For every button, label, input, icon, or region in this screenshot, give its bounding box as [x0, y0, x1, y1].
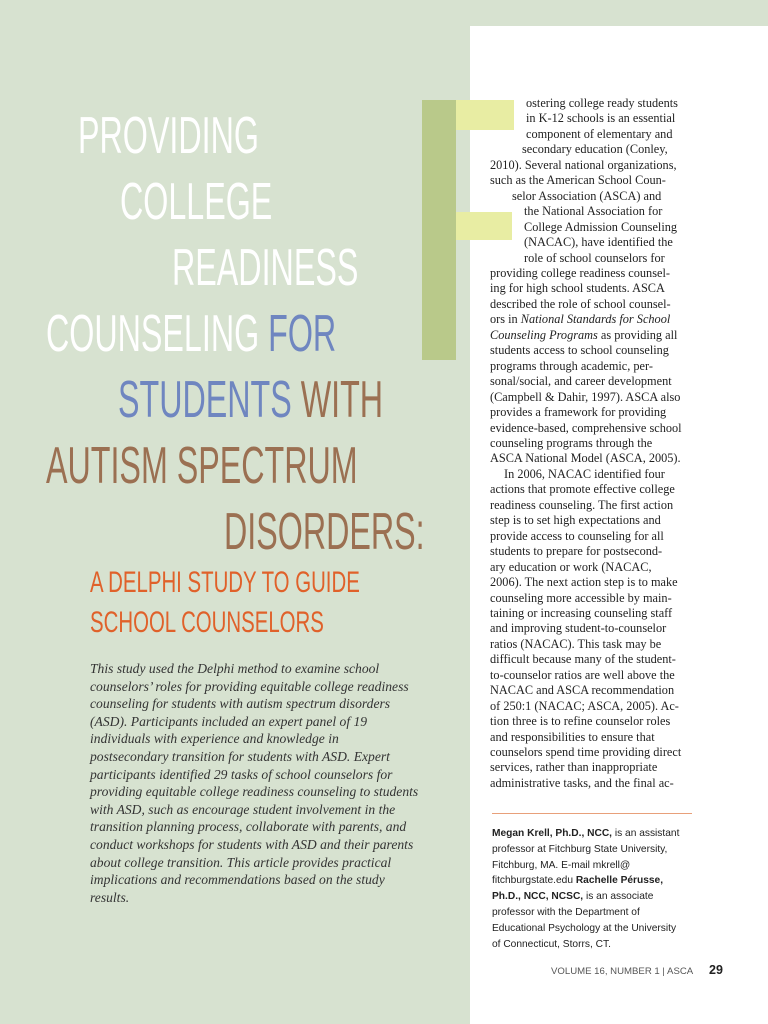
body-line: ors in National Standards for School	[490, 312, 671, 327]
body-line: and improving student-to-counselor	[490, 621, 667, 636]
body-line: students to prepare for postsecond-	[490, 544, 663, 559]
body-line: sonal/social, and career development	[490, 374, 672, 389]
body-line: ostering college ready students	[526, 96, 678, 110]
body-line: counseling programs through the	[490, 435, 653, 450]
bio-line: Ph.D., NCC, NCSC, is an associate	[492, 891, 654, 903]
title-line-4: COUNSELING FOR	[46, 305, 337, 363]
body-line: services, rather than inappropriate	[490, 760, 658, 775]
body-line: ASCA National Model (ASCA, 2005).	[490, 451, 681, 466]
body-line: component of elementary and	[526, 126, 673, 141]
title-line-3: READINESS	[172, 239, 359, 297]
body-line: in K-12 schools is an essential	[526, 111, 676, 126]
body-line: to-counselor ratios are well above the	[490, 667, 675, 682]
body-line: students access to school counseling	[490, 343, 669, 358]
body-line: tion three is to refine counselor roles	[490, 714, 671, 729]
body-line: taining or increasing counseling staff	[490, 605, 673, 620]
body-line: 2006). The next action step is to make	[490, 575, 678, 590]
body-line: providing college readiness counsel-	[490, 265, 670, 280]
body-line: selor Association (ASCA) and	[512, 188, 662, 203]
bio-line: professor with the Department of	[492, 906, 640, 918]
body-line: administrative tasks, and the final ac-	[490, 775, 674, 790]
bio-line: Educational Psychology at the University	[492, 922, 677, 934]
bio-line: Megan Krell, Ph.D., NCC, is an assistant	[492, 828, 680, 839]
body-line: actions that promote effective college	[490, 482, 675, 497]
body-line: difficult because many of the student-	[490, 652, 676, 667]
page-number: 29	[709, 963, 723, 977]
body-line: ing for high school students. ASCA	[490, 281, 665, 296]
title-line-7: DISORDERS:	[224, 503, 425, 561]
author-email[interactable]: Fitchburg, MA. E-mail mkrell@	[492, 859, 631, 871]
body-line: described the role of school counsel-	[490, 296, 671, 311]
body-line: 2010). Several national organizations,	[490, 157, 677, 172]
body-line: readiness counseling. The first action	[490, 497, 674, 512]
journal-folio: VOLUME 16, NUMBER 1 | ASCA	[551, 966, 694, 977]
body-line: ratios (NACAC). This task may be	[490, 636, 662, 651]
subtitle-line-1: A DELPHI STUDY TO GUIDE	[90, 566, 360, 599]
title-line-6: AUTISM SPECTRUM	[46, 437, 358, 495]
body-line: (NACAC), have identified the	[524, 235, 673, 250]
body-line: the National Association for	[524, 204, 663, 219]
body-line: College Admission Counseling	[524, 219, 678, 234]
abstract: This study used the Delphi method to examine school counselors’ roles for providing equitable college readiness counseling for students with autism spectrum disorders (ASD). Participants included an expert panel of 19 individuals with experience and knowledge in postsecondary transition for students with ASD. Expert participants identified 29 tasks of school counselors for providing equitable college readiness counseling to students with ASD, such as encourage student involvement in the transition planning process, collaborate with parents, and conduct workshops for students with ASD and their parents about college transition. This article provides practical implications and recommendations based on the study results.	[90, 661, 419, 905]
bio-line: of Connecticut, Storrs, CT.	[492, 938, 611, 950]
body-line: secondary education (Conley,	[522, 142, 668, 157]
body-line: such as the American School Coun-	[490, 173, 666, 188]
bio-divider	[492, 813, 692, 814]
title-line-5: STUDENTS WITH	[118, 371, 384, 429]
article-body-text	[490, 96, 694, 791]
title-line-2: COLLEGE	[120, 173, 273, 231]
body-line: of 250:1 (NACAC; ASCA, 2005). Ac-	[490, 698, 679, 713]
body-line: ary education or work (NACAC,	[490, 559, 652, 574]
bio-line	[492, 858, 702, 874]
body-line: step is to set high expectations and	[490, 513, 661, 528]
body-line: (Campbell & Dahir, 1997). ASCA also	[490, 389, 681, 404]
body-line: NACAC and ASCA recommendation	[490, 683, 675, 698]
bio-line: fitchburgstate.edu Rachelle Pérusse,	[492, 875, 664, 887]
body-line: programs through academic, per-	[490, 358, 653, 373]
body-line: evidence-based, comprehensive school	[490, 420, 682, 435]
body-line: counseling more accessible by main-	[490, 590, 672, 605]
body-line: and responsibilities to ensure that	[490, 729, 655, 744]
author-bio	[492, 826, 702, 952]
body-line: counselors spend time providing direct	[490, 745, 682, 760]
body-line: In 2006, NACAC identified four	[504, 466, 665, 481]
body-line: role of school counselors for	[524, 250, 665, 265]
bio-line: professor at Fitchburg State University,	[492, 843, 668, 855]
body-line: Counseling Programs as providing all	[490, 327, 678, 342]
body-line: provides a framework for providing	[490, 405, 667, 420]
subtitle-line-2: SCHOOL COUNSELORS	[90, 606, 324, 639]
body-line: provide access to counseling for all	[490, 528, 664, 543]
title-line-1: PROVIDING	[78, 107, 259, 165]
